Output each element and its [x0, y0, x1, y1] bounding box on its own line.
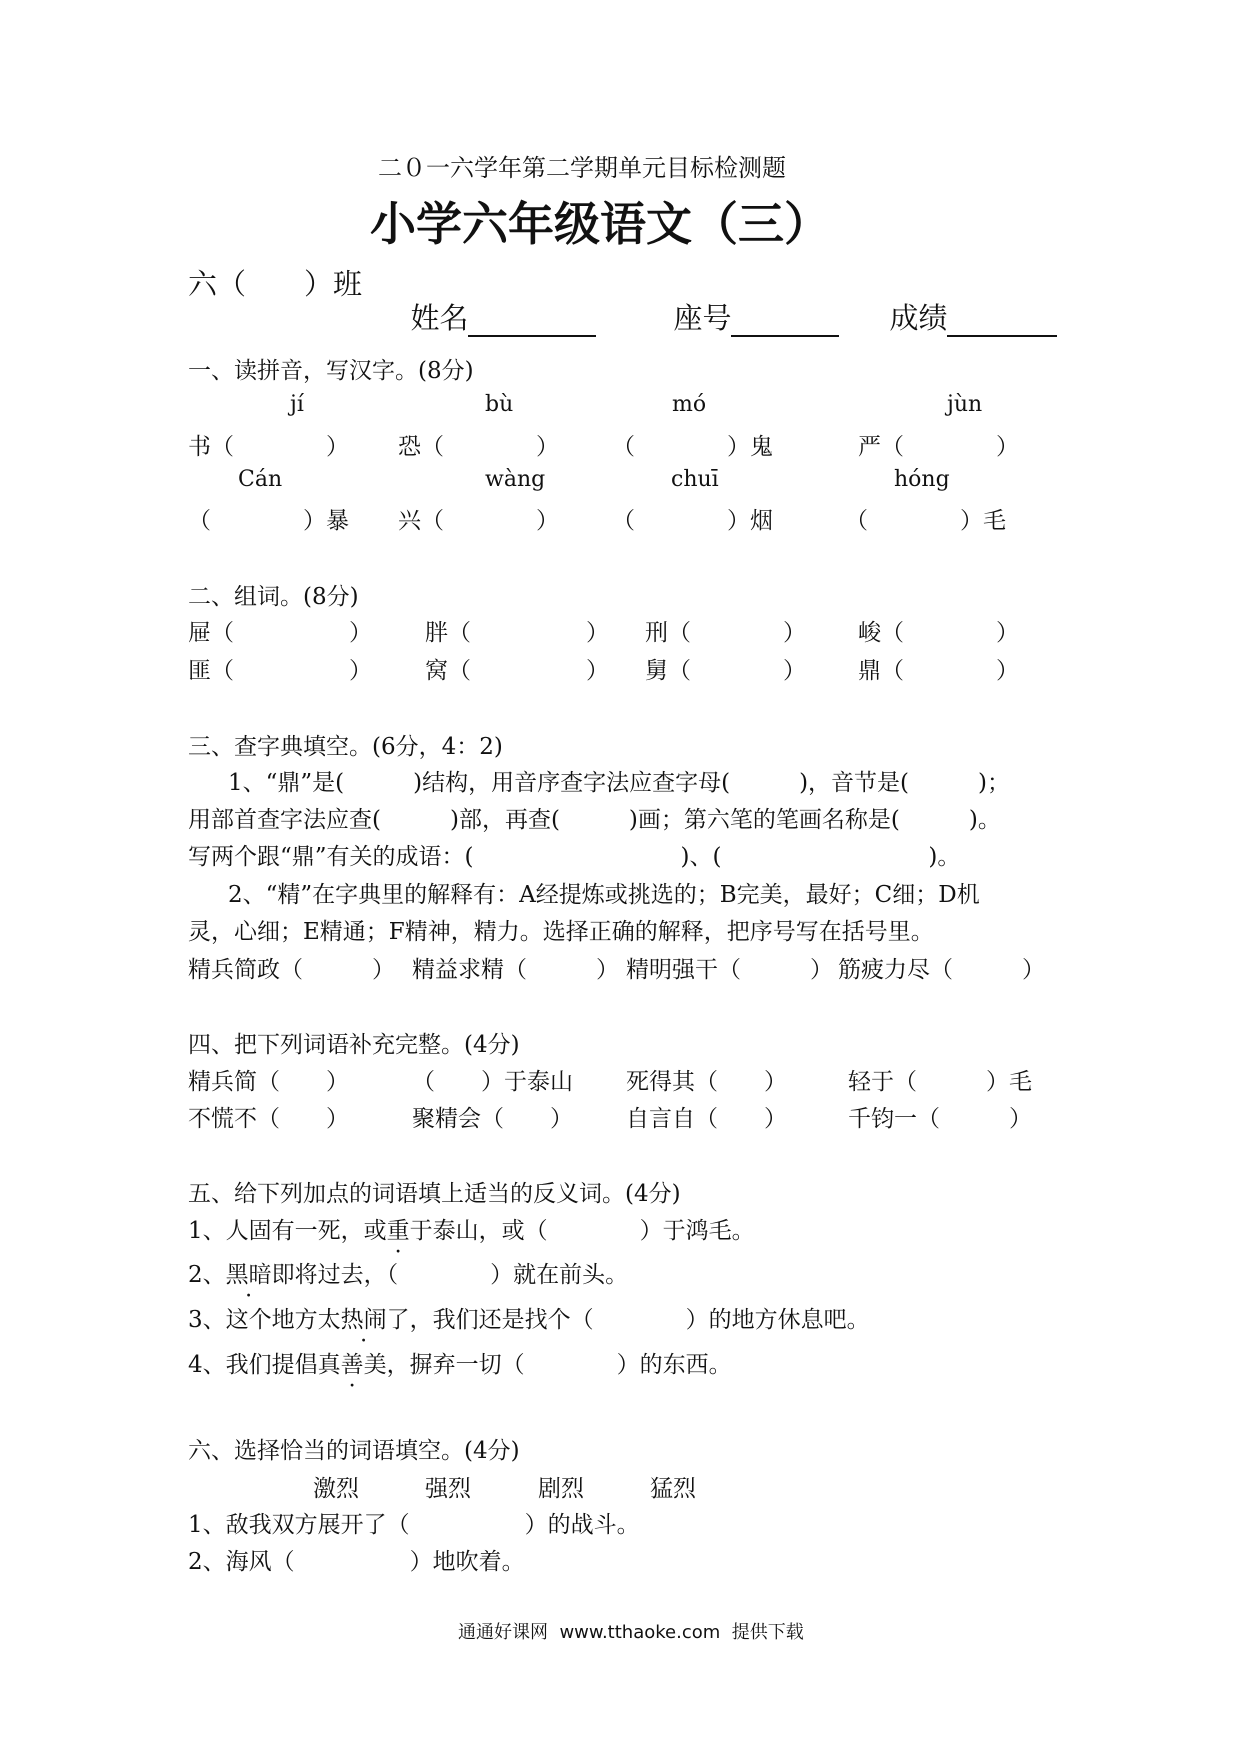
fill-item[interactable]: 筋疲力尽（ ） — [838, 957, 1045, 983]
seat-blank[interactable] — [731, 305, 839, 337]
seat-field[interactable] — [655, 262, 839, 337]
exam-subtitle: 二０一六学年第二学期单元目标检测题 — [378, 154, 786, 182]
fill-item[interactable]: （ ）暴 — [188, 508, 349, 534]
name-label: 姓名 — [410, 301, 469, 335]
question-line: 4、我们提倡真善美，摒弃一切（ ）的东西。 — [188, 1352, 732, 1378]
question-line: 1、人固有一死，或重于泰山，或（ ）于鸿毛。 — [188, 1218, 755, 1244]
score-blank[interactable] — [947, 305, 1057, 337]
word-choice: 剧烈 — [538, 1476, 584, 1502]
fill-item[interactable]: 胖（ ） — [425, 620, 609, 646]
section-4-heading: 四、把下列词语补充完整。(4分) — [188, 1032, 520, 1058]
word-choice: 激烈 — [313, 1476, 359, 1502]
question-line: 3、这个地方太热闹了，我们还是找个（ ）的地方休息吧。 — [188, 1307, 870, 1333]
dotted-word: 重 — [386, 1218, 410, 1244]
question-line: 写两个跟“鼎”有关的成语：( )、( )。 — [188, 844, 961, 870]
name-blank[interactable] — [468, 305, 596, 337]
fill-item[interactable]: 屉（ ） — [188, 620, 372, 646]
fill-item[interactable]: 匪（ ） — [188, 658, 372, 684]
question-line: 1、“鼎”是( )结构，用音序查字法应查字母( )，音节是( )； — [228, 770, 1010, 796]
fill-item[interactable]: 不慌不（ ） — [188, 1106, 349, 1132]
pinyin: bù — [485, 392, 514, 417]
fill-item[interactable]: 恐（ ） — [398, 434, 559, 460]
footer-text: 通通好课网 www.tthaoke.com 提供下载 — [458, 1622, 804, 1643]
dotted-word: 真善美 — [317, 1352, 387, 1378]
score-label: 成绩 — [889, 301, 948, 335]
fill-item[interactable]: 兴（ ） — [398, 508, 559, 534]
fill-item[interactable]: 严（ ） — [858, 434, 1019, 460]
fill-item[interactable]: 书（ ） — [188, 434, 349, 460]
question-line: 2、黑暗即将过去，（ ）就在前头。 — [188, 1262, 629, 1288]
pinyin: jùn — [947, 392, 983, 417]
fill-item[interactable]: 鼎（ ） — [858, 658, 1019, 684]
score-field[interactable] — [871, 262, 1057, 337]
section-3-heading: 三、查字典填空。(6分，4：2) — [188, 734, 503, 760]
fill-item[interactable]: （ ）于泰山 — [412, 1069, 573, 1095]
class-label: 六（ ）班 — [188, 267, 363, 301]
fill-item[interactable]: 窝（ ） — [425, 658, 609, 684]
fill-item[interactable]: 精明强干（ ） — [626, 957, 833, 983]
pinyin: chuī — [671, 467, 719, 492]
fill-item[interactable]: 精益求精（ ） — [412, 957, 619, 983]
pinyin: jí — [290, 392, 304, 417]
word-choice: 猛烈 — [650, 1476, 696, 1502]
name-field[interactable] — [392, 262, 596, 337]
fill-item[interactable]: 精兵简（ ） — [188, 1069, 349, 1095]
pinyin: Cán — [238, 467, 283, 492]
dotted-word: 黑暗 — [225, 1262, 272, 1288]
section-6-heading: 六、选择恰当的词语填空。(4分) — [188, 1438, 520, 1464]
dotted-word: 热闹 — [340, 1307, 387, 1333]
fill-item[interactable]: 自言自（ ） — [626, 1106, 787, 1132]
fill-item[interactable]: 精兵简政（ ） — [188, 957, 395, 983]
pinyin: wàng — [485, 467, 546, 492]
fill-item[interactable]: 舅（ ） — [645, 658, 806, 684]
question-line: 2、海风（ ）地吹着。 — [188, 1549, 525, 1575]
fill-item[interactable]: 千钧一（ ） — [848, 1106, 1032, 1132]
fill-item[interactable]: 峻（ ） — [858, 620, 1019, 646]
fill-item[interactable]: 刑（ ） — [645, 620, 806, 646]
question-line: 用部首查字法应查( )部，再查( )画；第六笔的笔画名称是( )。 — [188, 807, 1001, 833]
section-2-heading: 二、组词。(8分) — [188, 584, 359, 610]
section-5-heading: 五、给下列加点的词语填上适当的反义词。(4分) — [188, 1181, 681, 1207]
question-line: 2、“精”在字典里的解释有：A经提炼或挑选的；B完美，最好；C细；D机 — [228, 882, 980, 908]
fill-item[interactable]: （ ）毛 — [845, 508, 1006, 534]
fill-item[interactable]: （ ）鬼 — [612, 434, 773, 460]
question-line: 灵，心细；E精通；F精神，精力。选择正确的解释，把序号写在括号里。 — [188, 919, 934, 945]
fill-item[interactable]: 死得其（ ） — [626, 1069, 787, 1095]
section-1-heading: 一、读拼音，写汉字。(8分) — [188, 358, 474, 384]
pinyin: mó — [672, 392, 707, 417]
pinyin: hóng — [894, 467, 950, 492]
fill-item[interactable]: （ ）烟 — [612, 508, 773, 534]
word-choice: 强烈 — [425, 1476, 471, 1502]
fill-item[interactable]: 轻于（ ）毛 — [848, 1069, 1032, 1095]
fill-item[interactable]: 聚精会（ ） — [412, 1106, 573, 1132]
question-line: 1、敌我双方展开了（ ）的战斗。 — [188, 1512, 640, 1538]
seat-label: 座号 — [673, 301, 732, 335]
exam-title: 小学六年级语文（三） — [370, 197, 830, 251]
